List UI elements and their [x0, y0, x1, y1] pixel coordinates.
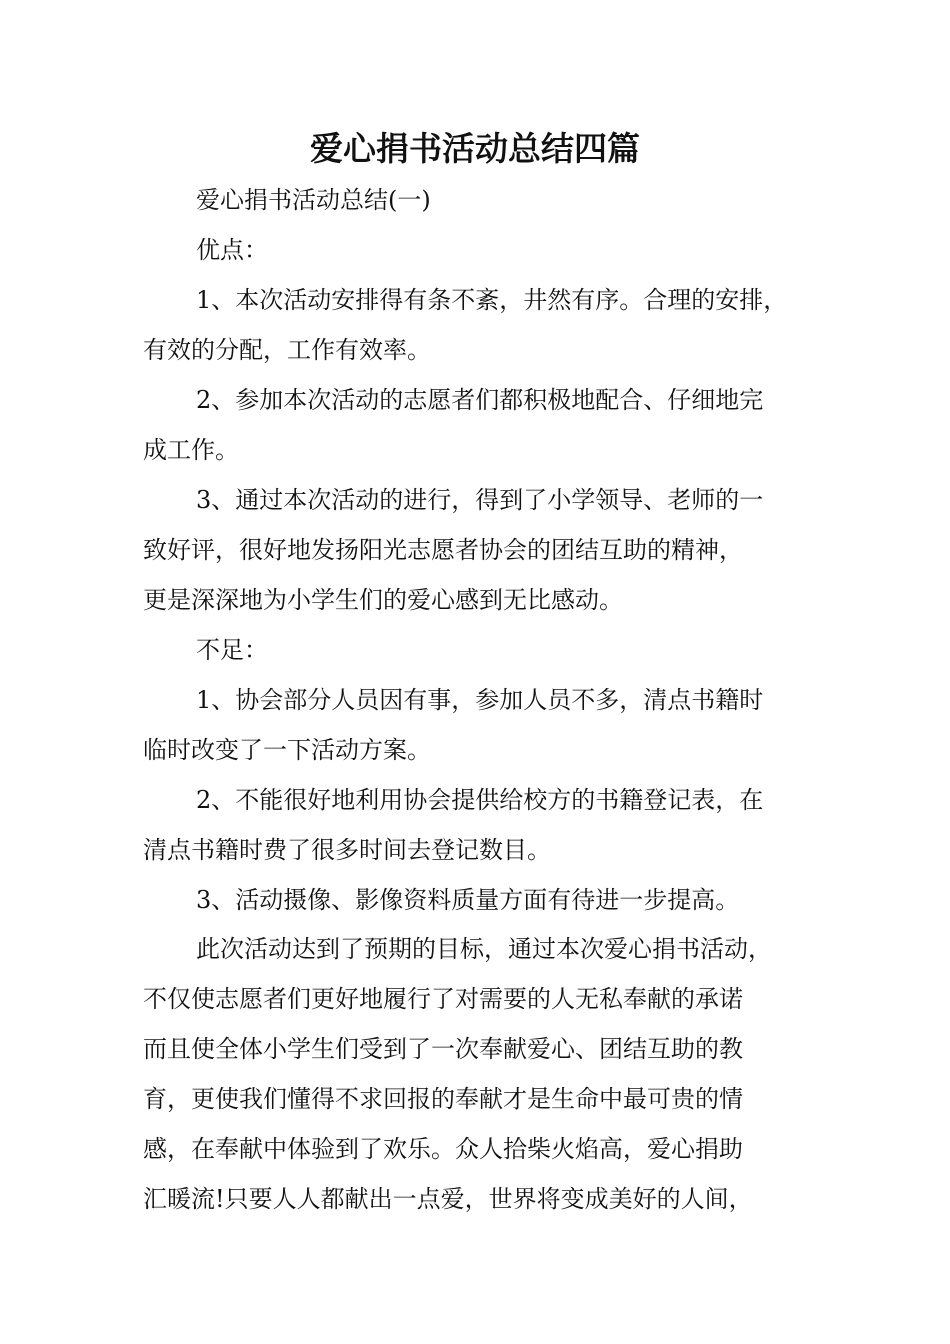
paragraph-line: 此次活动达到了预期的目标，通过本次爱心捐书活动， — [196, 935, 772, 963]
paragraph-line: 3、通过本次活动的进行，得到了小学领导、老师的一 — [196, 486, 764, 514]
paragraph-line: 成工作。 — [143, 436, 239, 464]
paragraph-line: 2、参加本次活动的志愿者们都积极地配合、仔细地完 — [196, 386, 764, 414]
paragraph-line: 更是深深地为小学生们的爱心感到无比感动。 — [143, 586, 623, 614]
section-heading: 爱心捐书活动总结(一) — [196, 186, 431, 214]
paragraph-line: 临时改变了一下活动方案。 — [143, 736, 431, 764]
paragraph-line: 有效的分配，工作有效率。 — [143, 336, 431, 364]
paragraph-line: 育，更使我们懂得不求回报的奉献才是生命中最可贵的情 — [143, 1085, 743, 1113]
subheading-advantages: 优点： — [196, 236, 268, 264]
paragraph-line: 1、协会部分人员因有事，参加人员不多，清点书籍时 — [196, 686, 764, 714]
paragraph-line: 致好评，很好地发扬阳光志愿者协会的团结互助的精神， — [143, 536, 743, 564]
paragraph-line: 清点书籍时费了很多时间去登记数目。 — [143, 836, 551, 864]
paragraph-line: 2、不能很好地利用协会提供给校方的书籍登记表，在 — [196, 786, 764, 814]
paragraph-line: 而且使全体小学生们受到了一次奉献爱心、团结互助的教 — [143, 1035, 743, 1063]
paragraph-line: 1、本次活动安排得有条不紊，井然有序。合理的安排， — [196, 286, 788, 314]
document-title: 爱心捐书活动总结四篇 — [310, 129, 640, 168]
paragraph-line: 3、活动摄像、影像资料质量方面有待进一步提高。 — [196, 886, 740, 914]
subheading-shortcomings: 不足： — [196, 636, 268, 664]
paragraph-line: 汇暖流!只要人人都献出一点爱，世界将变成美好的人间， — [143, 1185, 753, 1213]
paragraph-line: 感，在奉献中体验到了欢乐。众人拾柴火焰高，爱心捐助 — [143, 1135, 743, 1163]
paragraph-line: 不仅使志愿者们更好地履行了对需要的人无私奉献的承诺 — [143, 985, 743, 1013]
